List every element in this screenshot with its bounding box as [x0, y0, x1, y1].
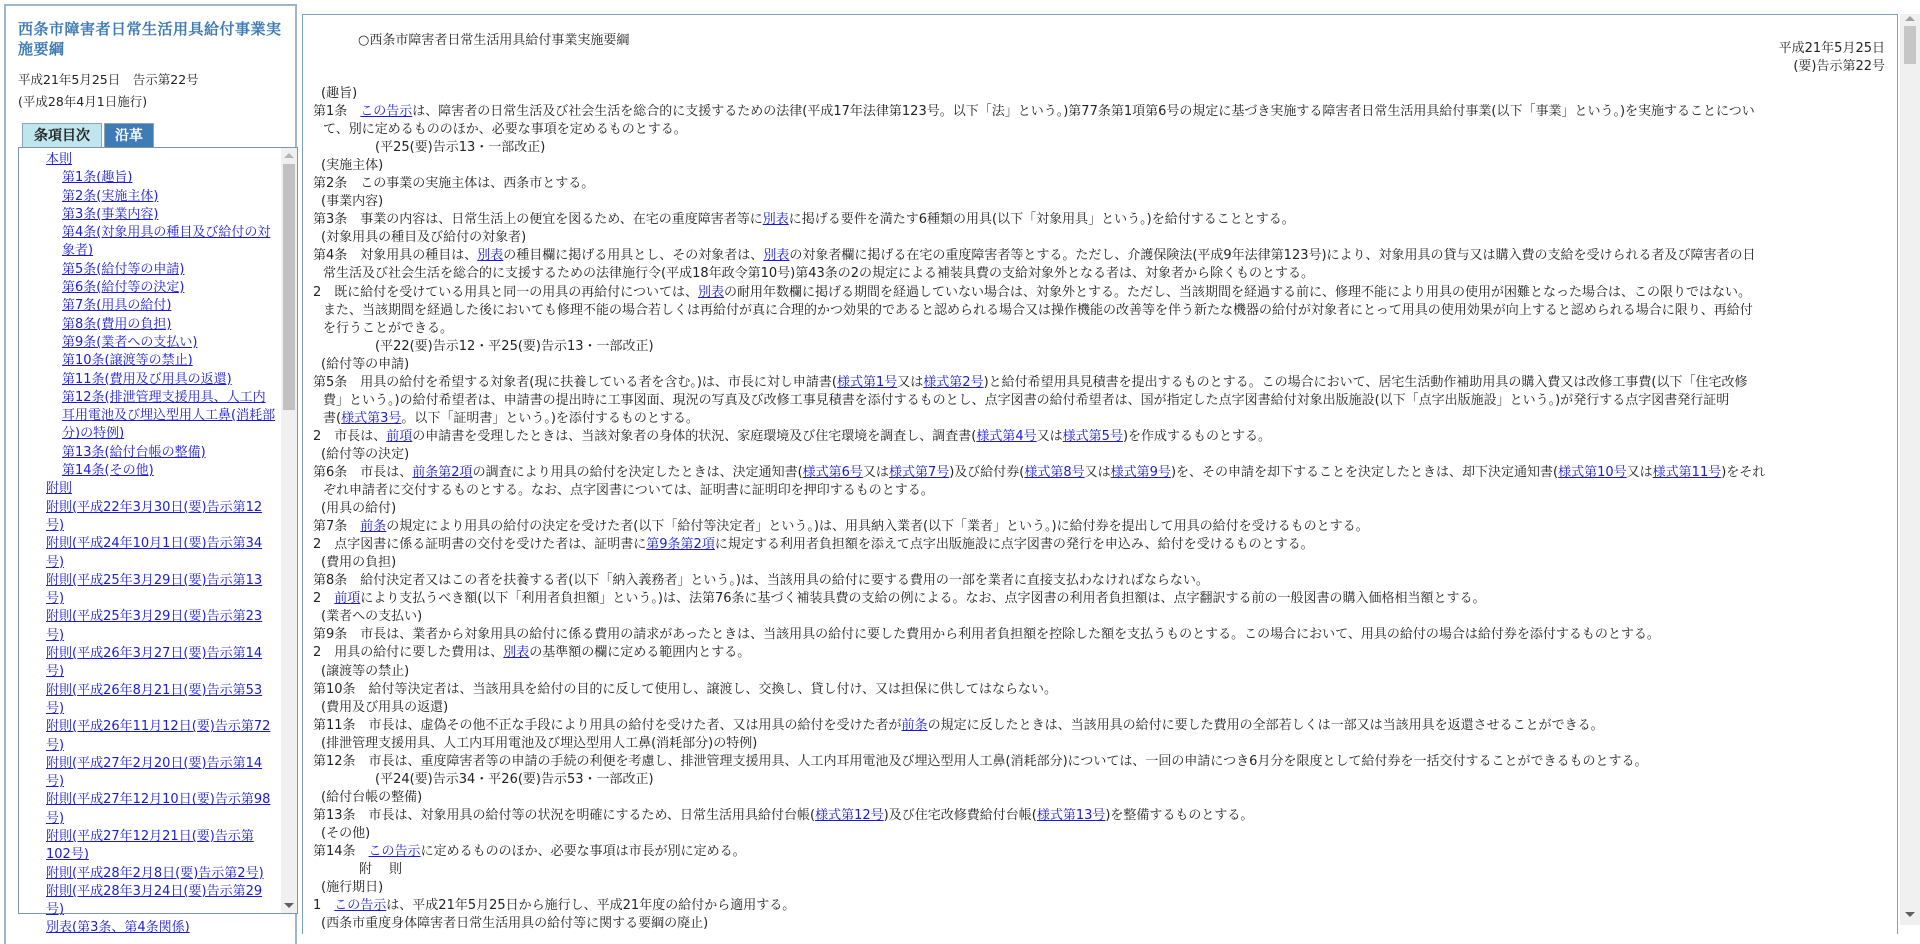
text-segment: の種目欄に掲げる用具とし、その対象者は、 — [503, 248, 764, 264]
text-segment: (西条市重度身体障害者日常生活用具の給付等に関する要綱の廃止) — [321, 916, 709, 932]
text-line — [313, 843, 1897, 861]
scroll-down-arrow-icon[interactable] — [284, 903, 294, 908]
text-segment: 第14条 — [313, 843, 369, 859]
text-segment: (業者への支払い) — [321, 609, 423, 625]
text-line — [313, 536, 1897, 554]
text-line — [313, 482, 1897, 500]
effective-date: (平成28年4月1日施行) — [18, 94, 148, 109]
reference-link[interactable]: 別表 — [762, 212, 789, 228]
toc-link[interactable]: 第1条(趣旨) — [62, 170, 133, 186]
document-title: ○西条市障害者日常生活用具給付事業実施要綱 — [358, 33, 630, 48]
text-segment: 常生活及び社会生活を総合的に支援するための法律施行令(平成18年政令第10号)第43条の2の規定による補装具費の支給対象外となる者は、対象者から除くものとする。 — [323, 266, 1315, 282]
text-segment: (施行期日) — [321, 880, 384, 896]
toc-link[interactable]: 本則 — [46, 152, 73, 167]
reference-link[interactable]: 様式第5号 — [1062, 428, 1123, 444]
text-segment: 第13条 市長は、対象用具の給付等の状況を明確にするため、日常生活用具給付台帳( — [313, 807, 816, 823]
toc-link[interactable]: 附則(平成27年12月21日(要)告示第102号) — [46, 828, 254, 863]
text-segment: )を作成するものとする。 — [1122, 428, 1272, 444]
toc-scrollbar[interactable] — [281, 148, 297, 913]
article-caption — [313, 825, 1897, 843]
text-segment: )及び住宅改修費給付台帳( — [883, 807, 1037, 823]
text-line — [313, 320, 1897, 338]
text-segment: (給付等の決定) — [321, 446, 410, 462]
text-line — [313, 897, 1897, 915]
text-segment: ぞれ申請者に交付するものとする。なお、点字図書については、証明書に証明印を押印するものとする。 — [323, 483, 934, 499]
text-segment: 又は — [1626, 464, 1653, 480]
text-line — [313, 590, 1897, 608]
text-line — [313, 428, 1897, 446]
toc-link[interactable]: 附則(平成26年8月21日(要)告示第53号) — [46, 682, 263, 716]
text-segment: の調査により用具の給付を決定したときは、決定通知書( — [472, 464, 803, 480]
page-scrollbar[interactable] — [1900, 14, 1920, 925]
text-segment: 書( — [323, 410, 342, 426]
text-line — [313, 681, 1897, 699]
text-segment: 。以下「証明書」という。)を添付するものとする。 — [401, 410, 699, 426]
text-segment: の規定に反したときは、当該用具の給付に要した費用の全部若しくは一部又は当該用具を返還させることができる。 — [927, 717, 1604, 733]
document-body — [313, 85, 1897, 933]
text-segment: 又は — [1084, 464, 1111, 480]
text-segment: (平25(要)告示13・一部改正) — [375, 140, 546, 156]
text-line — [313, 572, 1897, 590]
text-segment: 又は — [862, 464, 889, 480]
toc-link[interactable]: 第11条(費用及び用具の返還) — [62, 371, 232, 387]
text-segment: (給付等の申請) — [321, 356, 410, 372]
article-caption — [313, 446, 1897, 464]
text-line — [313, 302, 1897, 320]
text-segment: の申請書を受理したときは、当該対象者の身体的状況、家庭環境及び住宅環境を調査し、調査書( — [412, 428, 977, 444]
text-line — [313, 410, 1897, 428]
text-segment: 第1条 — [313, 104, 361, 120]
toc-link[interactable]: 附則(平成28年2月8日(要)告示第2号) — [46, 865, 264, 881]
article-caption — [313, 229, 1897, 247]
text-line — [313, 175, 1897, 193]
reference-link[interactable]: 様式第2号 — [923, 374, 984, 390]
article-caption — [313, 193, 1897, 211]
article-caption — [313, 915, 1897, 933]
toc-link[interactable]: 附則(平成27年12月10日(要)告示第98号) — [46, 792, 271, 826]
text-segment: 2 点字図書に係る証明書の交付を受けた者は、証明書に — [313, 537, 647, 553]
text-segment: 又は — [897, 374, 924, 390]
text-segment: 附 則 — [359, 862, 405, 878]
toc-link[interactable]: 附則(平成26年11月12日(要)告示第72号) — [46, 719, 271, 753]
reference-link[interactable]: 様式第6号 — [802, 464, 863, 480]
text-segment: 第11条 市長は、虚偽その他不正な手段により用具の給付を受けた者、又は用具の給付を受けた者が — [313, 717, 902, 733]
reference-link[interactable]: 前条 — [360, 519, 387, 535]
text-segment: 第5条 用具の給付を希望する対象者(現に扶養している者を含む。)は、市長に対し申請書( — [313, 374, 837, 390]
text-segment: 第4条 対象用具の種目は、 — [313, 248, 478, 264]
toc-link[interactable]: 第10条(譲渡等の禁止) — [62, 353, 193, 369]
tab-history[interactable]: 沿革 — [104, 123, 154, 147]
ordinance-title: 西条市障害者日常生活用具給付事業実施要綱 — [18, 20, 282, 58]
toc-link[interactable]: 第3条(事業内容) — [62, 206, 159, 222]
text-line — [313, 247, 1897, 265]
text-segment: (給付台帳の整備) — [321, 789, 423, 805]
text-segment: (平22(要)告示12・平25(要)告示13・一部改正) — [375, 338, 654, 354]
text-segment: は、障害者の日常生活及び社会生活を総合的に支援するための法律(平成17年法律第123号。以下「法」という。)第77条第1項第6号の規定に基づき実施する障害者日常生活用具給付事業(以下「事業」という。)を実施することについ — [412, 104, 1755, 120]
text-line — [313, 103, 1897, 121]
document-number: (要)告示第22号 — [1793, 59, 1885, 74]
article-caption — [313, 879, 1897, 897]
amendment-note — [313, 139, 1897, 157]
text-segment: 1 — [313, 898, 335, 914]
article-caption — [313, 157, 1897, 175]
reference-link[interactable]: 第9条第2項 — [646, 537, 715, 553]
text-segment: (平24(要)告示34・平26(要)告示53・一部改正) — [375, 771, 654, 787]
reference-link[interactable]: 様式第8号 — [1024, 464, 1085, 480]
page-scrollbar-thumb[interactable] — [1904, 26, 1916, 64]
toc-link[interactable]: 附則(平成27年2月20日(要)告示第14号) — [46, 755, 263, 790]
reference-link[interactable]: 様式第7号 — [888, 464, 950, 480]
toc-link[interactable]: 附則(平成28年3月24日(要)告示第29号) — [46, 883, 263, 918]
toc-link[interactable]: 附則(平成24年10月1日(要)告示第34号) — [46, 536, 263, 570]
text-segment: )をそれ — [1721, 464, 1766, 480]
text-segment: 費」という。)の給付希望者は、申請書の提出時に工事図面、現況の写真及び改修工事見積書を添付するものとし、点字図書の給付希望者は、国が指定した点字図書給付対象出版施設(以下「点字出版施設」という。)が発行する点字図書発行証明 — [323, 392, 1730, 408]
text-line — [313, 392, 1897, 410]
toc-link[interactable]: 第12条(排泄管理支援用具、人工内耳用電池及び埋込型用人工鼻(消耗部分)の特例) — [62, 389, 276, 442]
text-segment: (費用の負担) — [321, 555, 397, 571]
text-line — [313, 753, 1897, 771]
text-segment: )を、その申請を却下することを決定したときは、却下決定通知書( — [1170, 464, 1559, 480]
reference-link[interactable]: 様式第12号 — [815, 807, 884, 823]
scroll-down-arrow-icon[interactable] — [1905, 912, 1915, 917]
text-segment: (事業内容) — [321, 194, 384, 210]
text-segment: て、別に定めるもののほか、必要な事項を定めるものとする。 — [323, 122, 687, 138]
reference-link[interactable]: この告示 — [360, 104, 413, 120]
document-frame — [302, 14, 1898, 934]
article-caption — [313, 789, 1897, 807]
text-segment: また、当該期間を経過した後においても修理不能の場合若しくは再給付が真に合理的かつ効果的であると認められる場合又は操作機能の改善等を伴う新たな機器の給付が対象者にとって用具の使用効果が向上すると認められる場合に限り、再給付 — [323, 302, 1753, 318]
text-segment: 第6条 市長は、 — [313, 464, 413, 480]
text-segment: (用具の給付) — [321, 501, 397, 517]
text-segment: (費用及び用具の返還) — [321, 699, 449, 715]
toc-link[interactable]: 附則(平成25年3月29日(要)告示第13号) — [46, 572, 263, 607]
reference-link[interactable]: 様式第4号 — [976, 428, 1037, 444]
toc-panel — [18, 147, 298, 936]
toc-link[interactable]: 第5条(給付等の申請) — [62, 261, 185, 277]
reference-link[interactable]: 様式第13号 — [1036, 807, 1106, 823]
sidebar — [4, 4, 297, 944]
amendment-note — [313, 771, 1897, 789]
text-segment: の対象者欄に掲げる在宅の重度障害者等とする。ただし、介護保険法(平成9年法律第123号)により、対象用具の貸与又は購入費の支給を受けられる者及び障害者の日 — [789, 248, 1756, 264]
toc-link[interactable]: 第9条(業者への支払い) — [62, 334, 198, 350]
text-segment: の規定により用具の給付の決定を受けた者(以下「給付等決定者」という。)は、用具納入業者(以下「業者」という。)に給付券を提出して用具の給付を受けるものとする。 — [386, 519, 1369, 535]
text-segment: (対象用具の種目及び給付の対象者) — [321, 230, 527, 246]
promulgation-info: 平成21年5月25日 告示第22号 — [18, 72, 199, 87]
text-line — [313, 211, 1897, 229]
text-segment: 2 用具の給付に要した費用は、 — [313, 645, 504, 661]
text-line — [313, 464, 1897, 482]
text-segment: の基準額の欄に定める範囲内とする。 — [529, 645, 751, 661]
article-caption — [313, 735, 1897, 753]
text-line — [313, 518, 1897, 536]
text-segment: (その他) — [321, 825, 371, 841]
text-segment: (実施主体) — [321, 158, 384, 174]
text-segment: 又は — [1036, 428, 1063, 444]
scroll-up-arrow-icon[interactable] — [284, 153, 294, 158]
text-line — [313, 807, 1897, 825]
reference-link[interactable]: この告示 — [334, 898, 387, 914]
article-caption — [313, 699, 1897, 717]
article-caption — [313, 500, 1897, 518]
document-date: 平成21年5月25日 — [1778, 41, 1885, 56]
text-segment: に規定する利用者負担額を添えて点字出版施設に点字図書の発行を申込み、給付を受けるものとする。 — [714, 537, 1314, 553]
text-line — [313, 717, 1897, 735]
toc-link[interactable]: 附則(平成26年3月27日(要)告示第14号) — [46, 646, 263, 680]
article-caption — [313, 554, 1897, 572]
reference-link[interactable]: 様式第10号 — [1558, 464, 1627, 480]
reference-link[interactable]: 様式第9号 — [1110, 464, 1171, 480]
text-line — [313, 121, 1897, 139]
text-segment: 2 — [313, 591, 335, 607]
toc-link[interactable]: 附則(平成25年3月29日(要)告示第23号) — [46, 609, 263, 643]
text-segment: の耐用年数欄に掲げる期間を経過していない場合は、対象外とする。ただし、当該期間を経過する前に、修理不能により用具の使用が困難となった場合は、この限りではない。 — [724, 284, 1752, 300]
text-line — [313, 265, 1897, 283]
reference-link[interactable]: 様式第1号 — [837, 374, 898, 390]
toc-link[interactable]: 附則 — [46, 481, 73, 497]
text-line — [313, 644, 1897, 662]
text-segment: )を整備するものとする。 — [1105, 807, 1254, 823]
text-segment: (譲渡等の禁止) — [321, 663, 410, 679]
text-segment: は、平成21年5月25日から施行し、平成21年度の給付から適用する。 — [386, 898, 796, 914]
text-segment: 2 既に給付を受けている用具と同一の用具の再給付については、 — [313, 284, 699, 300]
toc-link[interactable]: 第14条(その他) — [62, 463, 154, 479]
text-line — [313, 374, 1897, 392]
article-caption — [313, 608, 1897, 626]
article-caption — [313, 356, 1897, 374]
reference-link[interactable]: 前項 — [386, 428, 413, 444]
text-segment: (趣旨) — [321, 86, 358, 101]
text-segment: 第9条 市長は、業者から対象用具の給付に係る費用の請求があったときは、当該用具の給付に要した費用から利用者負担額を控除した額を支払うものとする。この場合において、用具の給付の場合は給付券を添付するものとする。 — [313, 627, 1660, 643]
text-line — [313, 284, 1897, 302]
reference-link[interactable]: この告示 — [368, 843, 421, 859]
reference-link[interactable]: 前条 — [901, 717, 928, 733]
text-segment: に定めるもののほか、必要な事項は市長が別に定める。 — [420, 843, 746, 859]
text-line — [313, 861, 1897, 879]
reference-link[interactable]: 前項 — [334, 591, 361, 607]
text-segment: に掲げる要件を満たす6種類の用具(以下「対象用具」という。)を給付することとする。 — [788, 212, 1295, 228]
text-segment: により支払うべき額(以下「利用者負担額」という。)は、法第76条に基づく補装具費の支給の例による。なお、点字図書の利用者負担額は、点字翻訳する前の一般図書の購入価格相当額とする。 — [360, 591, 1486, 607]
toc-link[interactable]: 第6条(給付等の決定) — [62, 280, 185, 296]
reference-link[interactable]: 様式第11号 — [1652, 464, 1722, 480]
toc-link[interactable]: 第4条(対象用具の種目及び給付の対象者) — [62, 225, 271, 259]
toc-link[interactable]: 第2条(実施主体) — [62, 188, 159, 204]
toc-list — [19, 151, 281, 938]
toc-link[interactable]: 第8条(費用の負担) — [62, 316, 172, 332]
text-segment: 第10条 給付等決定者は、当該用具を給付の目的に反して使用し、譲渡し、交換し、貸し付け、又は担保に供してはならない。 — [313, 681, 1058, 697]
amendment-note — [313, 338, 1897, 356]
article-caption — [313, 663, 1897, 681]
toc-scrollbar-thumb[interactable] — [283, 164, 295, 410]
reference-link[interactable]: 別表 — [477, 248, 504, 264]
text-segment: (排泄管理支援用具、人工内耳用電池及び埋込型用人工鼻(消耗部分)の特例) — [321, 735, 758, 751]
reference-link[interactable]: 別表 — [503, 645, 530, 661]
reference-link[interactable]: 前条第2項 — [412, 464, 473, 480]
text-segment: を行うことができる。 — [323, 320, 454, 336]
toc-link[interactable]: 別表(第3条、第4条関係) — [46, 920, 190, 936]
text-segment: 第8条 給付決定者又はこの者を扶養する者(以下「納入義務者」という。)は、当該用具の給付に要する費用の一部を業者に直接支払わなければならない。 — [313, 573, 1209, 589]
text-segment: 第7条 — [313, 519, 361, 535]
reference-link[interactable]: 別表 — [763, 248, 790, 264]
article-caption — [313, 85, 1897, 103]
toc-link[interactable]: 第13条(給付台帳の整備) — [62, 444, 206, 460]
text-segment: )と給付希望用具見積書を提出するものとする。この場合において、居宅生活動作補助用具の購入費又は改修工事費(以下「住宅改修 — [983, 374, 1748, 390]
text-line — [313, 626, 1897, 644]
text-segment: )及び給付券( — [949, 464, 1025, 480]
text-segment: 第12条 市長は、重度障害者等の申請の手続の利便を考慮し、排泄管理支援用具、人工内耳用電池及び埋込型用人工鼻(消耗部分)については、一回の申請につき6月分を限度として給付券を一括交付することができるものとする。 — [313, 753, 1648, 769]
tab-table-of-contents[interactable]: 条項目次 — [22, 123, 102, 147]
toc-link[interactable]: 第7条(用具の給付) — [62, 298, 172, 314]
scroll-up-arrow-icon[interactable] — [1905, 16, 1915, 21]
text-segment: 2 市長は、 — [313, 428, 387, 444]
reference-link[interactable]: 様式第3号 — [341, 410, 402, 426]
text-segment: 第3条 事業の内容は、日常生活上の便宜を図るため、在宅の重度障害者等に — [313, 212, 763, 228]
text-segment: 第2条 この事業の実施主体は、西条市とする。 — [313, 176, 595, 192]
reference-link[interactable]: 別表 — [698, 284, 725, 300]
toc-link[interactable]: 附則(平成22年3月30日(要)告示第12号) — [46, 499, 263, 533]
